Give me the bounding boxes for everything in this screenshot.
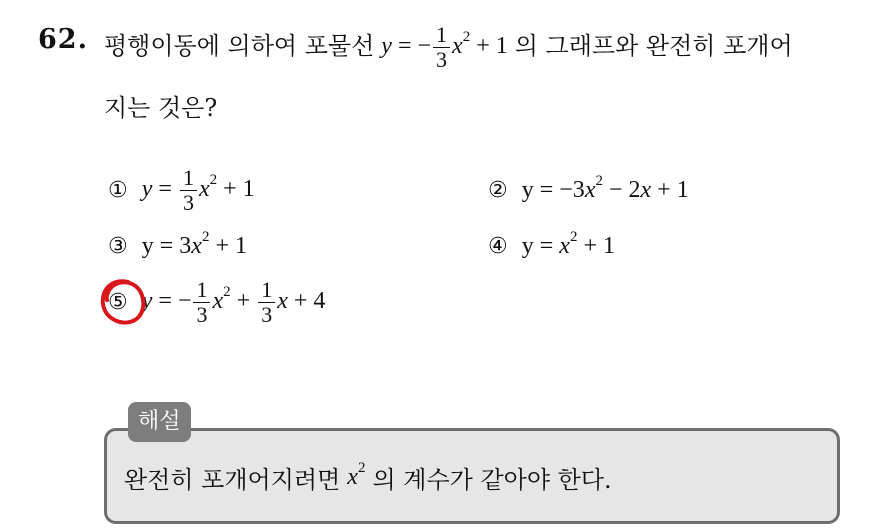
- solution-text-post: 의 계수가 같아야 한다.: [372, 465, 612, 494]
- option-3-rest: + 1: [209, 232, 247, 259]
- option-2-rest: + 1: [651, 176, 689, 203]
- option-2-rest-pre: − 2: [602, 176, 641, 203]
- stem-eq-var: x: [452, 33, 463, 59]
- solution-text-pre: 완전히 포개어지려면: [124, 465, 341, 494]
- option-2-var2: x: [640, 176, 652, 203]
- option-5-sign: −: [177, 287, 192, 314]
- option-5-var2: x: [277, 287, 288, 314]
- question-number: 62.: [38, 24, 88, 55]
- stem-eq-exponent: 2: [462, 29, 471, 45]
- solution-math: [347, 459, 366, 491]
- option-4-marker: ④: [488, 233, 508, 259]
- solution-exponent: 2: [357, 459, 366, 476]
- option-5-plus: +: [236, 287, 251, 314]
- option-3-equation: [141, 228, 247, 260]
- option-4[interactable]: [488, 220, 615, 272]
- option-5-equals: =: [158, 287, 172, 314]
- option-5-numerator-1: 1: [193, 278, 210, 303]
- question-stem-line-1: [104, 16, 793, 76]
- option-4-exponent: 2: [569, 228, 578, 245]
- solution-var: x: [347, 463, 358, 490]
- option-1-equation: [142, 166, 255, 215]
- option-1-exponent: 2: [209, 171, 218, 188]
- option-4-rest: + 1: [577, 232, 615, 259]
- option-1-equals: =: [158, 175, 172, 202]
- option-3-marker: ③: [108, 233, 128, 259]
- stem-text-before-equation: 평행이동에 의하여 포물선: [104, 32, 375, 60]
- stem-eq-rest: + 1: [476, 33, 508, 59]
- option-5-equation: [142, 278, 326, 327]
- stem-eq-lhs: y: [381, 33, 392, 59]
- option-5-lhs: y: [141, 287, 153, 314]
- option-5-fraction-2: [258, 278, 275, 327]
- option-2[interactable]: [488, 160, 689, 220]
- option-5-rest: + 4: [293, 287, 326, 314]
- option-1-numerator: 1: [180, 166, 197, 191]
- option-2-text-pre: y = −3: [521, 176, 585, 203]
- option-2-marker: ②: [488, 177, 508, 203]
- question-stem-line-2: 지는 것은?: [104, 94, 218, 122]
- stem-equation: [381, 20, 507, 72]
- option-5-denominator-1: 3: [196, 301, 208, 327]
- option-1-rest: + 1: [223, 175, 255, 202]
- option-5-var: x: [212, 287, 224, 314]
- solution-tag: 해설: [128, 402, 191, 442]
- option-3[interactable]: [108, 220, 247, 272]
- stem-eq-numerator: 1: [433, 23, 450, 48]
- option-2-exponent: 2: [595, 172, 603, 189]
- option-3-text-pre: y = 3: [141, 232, 192, 259]
- stem-text-after-equation: 의 그래프와 완전히 포개어: [514, 32, 793, 60]
- option-5-denominator-2: 3: [261, 301, 273, 327]
- stem-eq-denominator: 3: [436, 46, 448, 72]
- option-4-text-pre: y =: [521, 232, 560, 259]
- stem-eq-sign: −: [417, 33, 432, 59]
- option-1-marker: ①: [108, 177, 128, 203]
- option-1-fraction: [180, 166, 197, 215]
- stem-eq-fraction: [433, 23, 450, 72]
- option-3-exponent: 2: [201, 228, 210, 245]
- option-5-exponent: 2: [223, 283, 231, 300]
- solution-text: [124, 452, 612, 502]
- option-5-numerator-2: 1: [258, 278, 275, 303]
- option-2-equation: [521, 172, 689, 204]
- option-5[interactable]: [108, 272, 325, 332]
- option-1[interactable]: [108, 160, 255, 220]
- option-4-equation: [521, 228, 615, 260]
- option-3-var: x: [191, 232, 202, 259]
- option-2-var: x: [584, 176, 596, 203]
- option-1-denominator: 3: [182, 189, 194, 215]
- option-1-var: x: [198, 175, 210, 202]
- option-5-marker: ⑤: [108, 289, 128, 315]
- stem-eq-equals: =: [397, 33, 412, 59]
- option-1-lhs: y: [141, 175, 153, 202]
- option-5-fraction-1: [193, 278, 210, 327]
- option-4-var: x: [559, 232, 570, 259]
